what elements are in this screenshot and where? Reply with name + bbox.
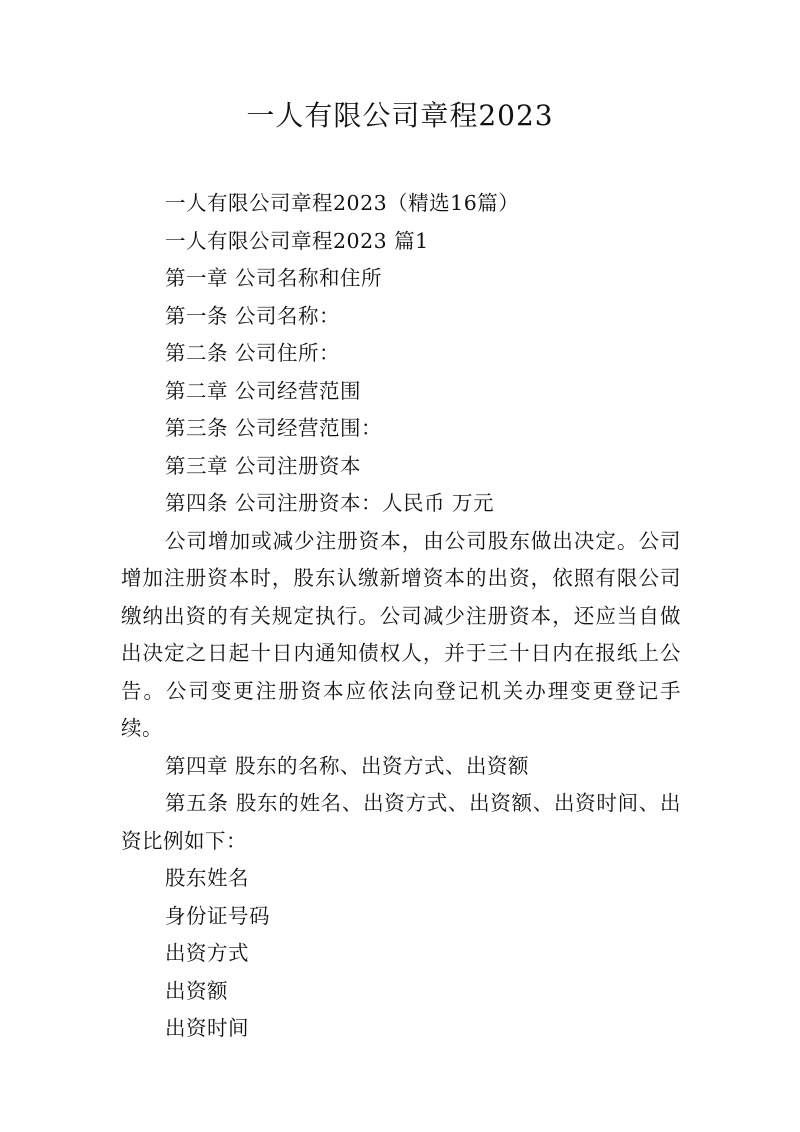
shareholder-field-label: 股东姓名 (165, 866, 249, 890)
article-line: 第一条 公司名称： (165, 303, 341, 328)
shareholder-field-label: 出资方式 (165, 941, 249, 965)
article-line: 第三条 公司经营范围： (165, 416, 383, 440)
document-subtitle: 一人有限公司章程2023（精选16篇） (165, 191, 520, 215)
chapter-heading: 第四章 股东的名称、出资方式、出资额 (165, 753, 530, 778)
chapter-heading: 第一章 公司名称和住所 (165, 266, 383, 290)
article-group-heading: 一人有限公司章程2023 篇1 (165, 228, 429, 253)
shareholder-field-label: 出资时间 (165, 1016, 249, 1040)
article-5-paragraph: 第五条 股东的姓名、出资方式、出资额、出资时间、出资比例如下： (121, 791, 681, 853)
article-line: 第二条 公司住所： (165, 341, 341, 365)
document-body (121, 185, 681, 1048)
chapter-heading: 第二章 公司经营范围 (165, 378, 362, 403)
shareholder-field-label: 身份证号码 (165, 903, 270, 928)
capital-change-paragraph: 公司增加或减少注册资本，由公司股东做出决定。公司增加注册资本时，股东认缴新增资本的出资，依照有限公司缴纳出资的有关规定执行。公司减少注册资本，还应当自做出决定之日起十日内通知债权人，并于三十日内在报纸上公告。公司变更注册资本应依法向登记机关办理变更登记手续。 (121, 528, 681, 740)
document-title: 一人有限公司章程2023 (246, 99, 554, 132)
chapter-heading: 第三章 公司注册资本 (165, 453, 362, 478)
article-line: 第四条 公司注册资本：人民币 万元 (165, 491, 495, 515)
shareholder-field-label: 出资额 (165, 978, 228, 1003)
